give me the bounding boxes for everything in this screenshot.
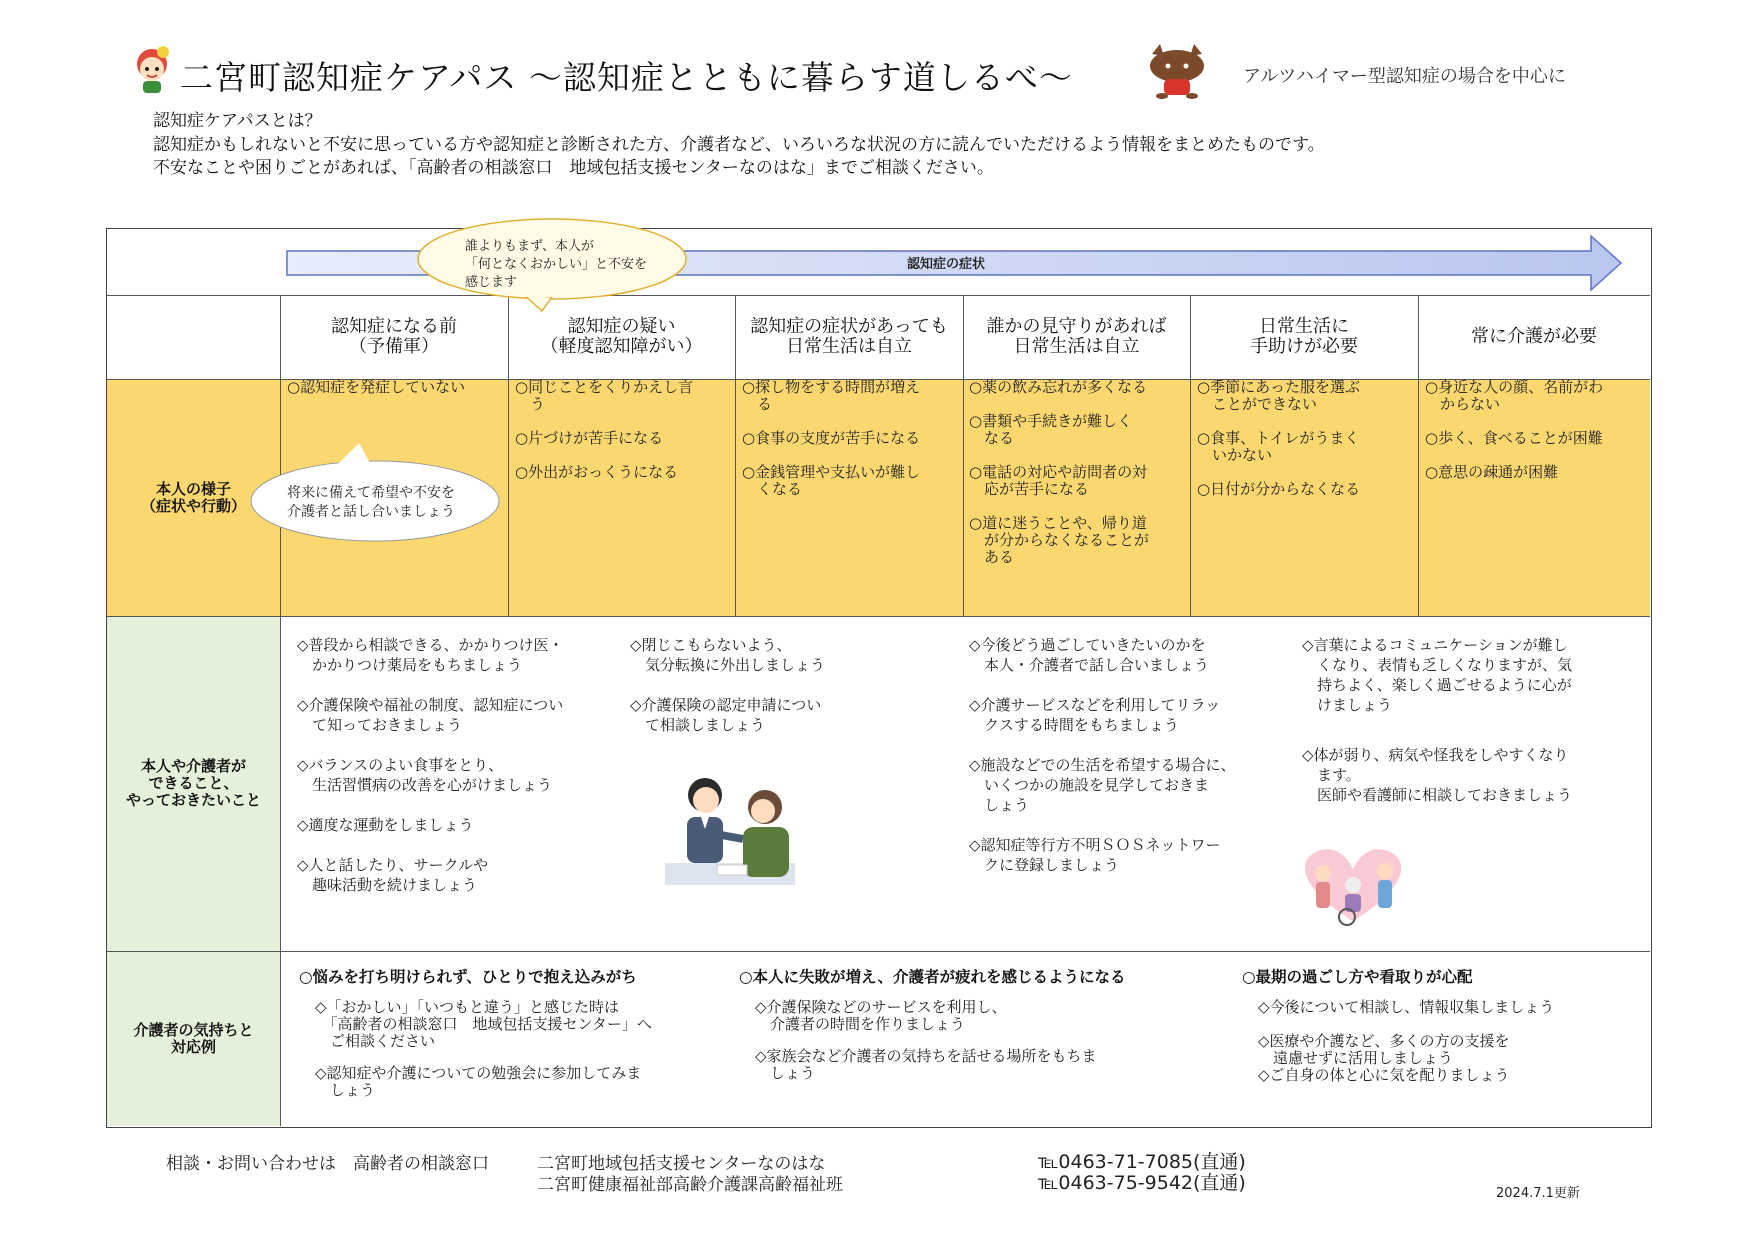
row-label-actions: 本人や介護者が できること、 やっておきたいこと [125,757,261,809]
action-item: ◇介護サービスなどを利用してリラッ クスする時間をもちましょう [969,696,1221,734]
stage-header-6: 常に介護が必要 [1471,326,1597,347]
action-item: ◇言葉によるコミュニケーションが難し くなり、表情も乏しくなりますが、気 持ちよく、楽しく過ごせるように心が けましょう [1302,636,1573,714]
mascot-girl [126,44,178,96]
status-item: ○外出がおっくうになる [515,463,679,481]
footer-org-2: 二宮町健康福祉部高齢介護課高齢福祉班 [537,1175,843,1195]
carer-item: ◇介護保険などのサービスを利用し、 介護者の時間を作りましょう [755,998,1007,1033]
status-item: ○身近な人の顔、名前がわ からない [1425,378,1604,413]
status-item: ○季節にあった服を選ぶ ことができない [1197,378,1360,413]
carer-item: ◇認知症や介護についての勉強会に参加してみま しょう [315,1064,642,1099]
consultation-illustration [665,767,795,887]
action-item: ◇普段から相談できる、かかりつけ医・ かかりつけ薬局をもちましょう [297,636,564,674]
arrow-label: 認知症の症状 [907,257,986,272]
action-item: ◇介護保険や福祉の制度、認知症につい て知っておきましょう [297,696,564,734]
footer-tel-2: ℡0463-75-9542(直通) [1038,1172,1246,1194]
status-item: ○同じことをくりかえし言 う [515,378,694,413]
footer-contact-label: 相談・お問い合わせは 高齢者の相談窓口 [166,1154,489,1174]
intro-line-2: 不安なことや困りごとがあれば、「高齢者の相談窓口 地域包括支援センターなのはな」までご相談ください。 [153,158,994,178]
action-item: ◇介護保険の認定申請につい て相談しましょう [630,696,822,734]
carer-item: ◇今後について相談し、情報収集しましょう [1258,998,1555,1016]
row-label-carer: 介護者の気持ちと 対応例 [133,1020,254,1056]
mascot-cat [1142,44,1212,100]
row-label-status: 本人の様子 （症状や行動） [140,479,246,515]
status-item: ○書類や手続きが難しく なる [969,412,1133,447]
status-item: ○意思の疎通が困難 [1425,463,1559,481]
footer-tel-1: ℡0463-71-7085(直通) [1038,1151,1246,1173]
action-item: ◇閉じこもらないよう、 気分転換に外出しましょう [630,636,826,674]
action-item: ◇体が弱り、病気や怪我をしやすくなり ます。 医師や看護師に相談しておきましょう [1302,746,1573,804]
action-item: ◇施設などでの生活を希望する場合に、 いくつかの施設を見学しておきま しょう [969,756,1236,814]
subtitle-note: アルツハイマー型認知症の場合を中心に [1243,66,1566,87]
advice-bubble-line-1: 将来に備えて希望や不安を [287,485,455,501]
carer-item: ◇ご自身の体と心に気を配りましょう [1258,1066,1510,1084]
stage-header-1: 認知症になる前 （予備軍） [331,316,457,357]
carer-item: ◇「おかしい」「いつもと違う」と感じた時は 「高齢者の相談窓口 地域包括支援センター」へ ご相談ください [315,998,652,1050]
advice-bubble-line-2: 介護者と話し合いましょう [287,504,455,520]
carer-heading: ○最期の過ごし方や看取りが心配 [1242,968,1473,986]
status-item: ○道に迷うことや、帰り道 が分からなくなることが ある [969,514,1150,566]
action-item: ◇今後どう過ごしていきたいのかを 本人・介護者で話し合いましょう [969,636,1210,674]
family-illustration [1293,841,1413,931]
care-path-table [106,228,1652,1128]
bubble-line-2: 「何となくおかしい」と不安を [465,257,648,272]
page-title: 二宮町認知症ケアパス ～認知症とともに暮らす道しるべ～ [180,58,1073,97]
status-item: ○食事の支度が苦手になる [742,429,921,447]
intro-line-1: 認知症かもしれないと不安に思っている方や認知症と診断された方、介護者など、いろいろな状況の方に読んでいただけるよう情報をまとめたものです。 [153,135,1325,155]
action-item: ◇バランスのよい食事をとり、 生活習慣病の改善を心がけましょう [297,756,553,794]
status-item: ○電話の対応や訪問者の対 応が苦手になる [969,463,1148,498]
action-item: ◇認知症等行方不明ＳＯＳネットワー クに登録しましょう [969,836,1221,874]
bubble-line-3: 感じます [465,275,518,290]
action-item: ◇適度な運動をしましょう [297,816,474,834]
status-item: ○薬の飲み忘れが多くなる [969,378,1148,396]
carer-item: ◇医療や介護など、多くの方の支援を 遠慮せずに活用しましょう [1258,1032,1510,1067]
status-item: ○日付が分からなくなる [1197,480,1361,498]
stage-header-5: 日常生活に 手助けが必要 [1250,316,1358,357]
footer-org-1: 二宮町地域包括支援センターなのはな [537,1154,826,1174]
status-item: ○探し物をする時間が増え る [742,378,921,413]
status-item: ○認知症を発症していない [287,378,466,396]
bubble-line-1: 誰よりもまず、本人が [465,239,594,254]
intro-heading: 認知症ケアパスとは？ [153,111,322,131]
status-item: ○金銭管理や支払いが難し くなる [742,463,921,498]
stage-header-2: 認知症の疑い （軽度認知障がい） [540,316,703,357]
carer-heading: ○本人に失敗が増え、介護者が疲れを感じるようになる [739,968,1126,986]
status-item: ○歩く、食べることが困難 [1425,429,1603,447]
stage-header-4: 誰かの見守りがあれば 日常生活は自立 [986,316,1167,357]
status-item: ○食事、トイレがうまく いかない [1197,429,1360,464]
updated-date: 2024.7.1更新 [1496,1186,1580,1201]
stage-header-3: 認知症の症状があっても 日常生活は自立 [750,316,948,357]
carer-heading: ○悩みを打ち明けられず、ひとりで抱え込みがち [299,968,637,986]
action-item: ◇人と話したり、サークルや 趣味活動を続けましょう [297,856,489,894]
carer-item: ◇家族会など介護者の気持ちを話せる場所をもちま しょう [755,1047,1097,1082]
status-item: ○片づけが苦手になる [515,429,664,447]
